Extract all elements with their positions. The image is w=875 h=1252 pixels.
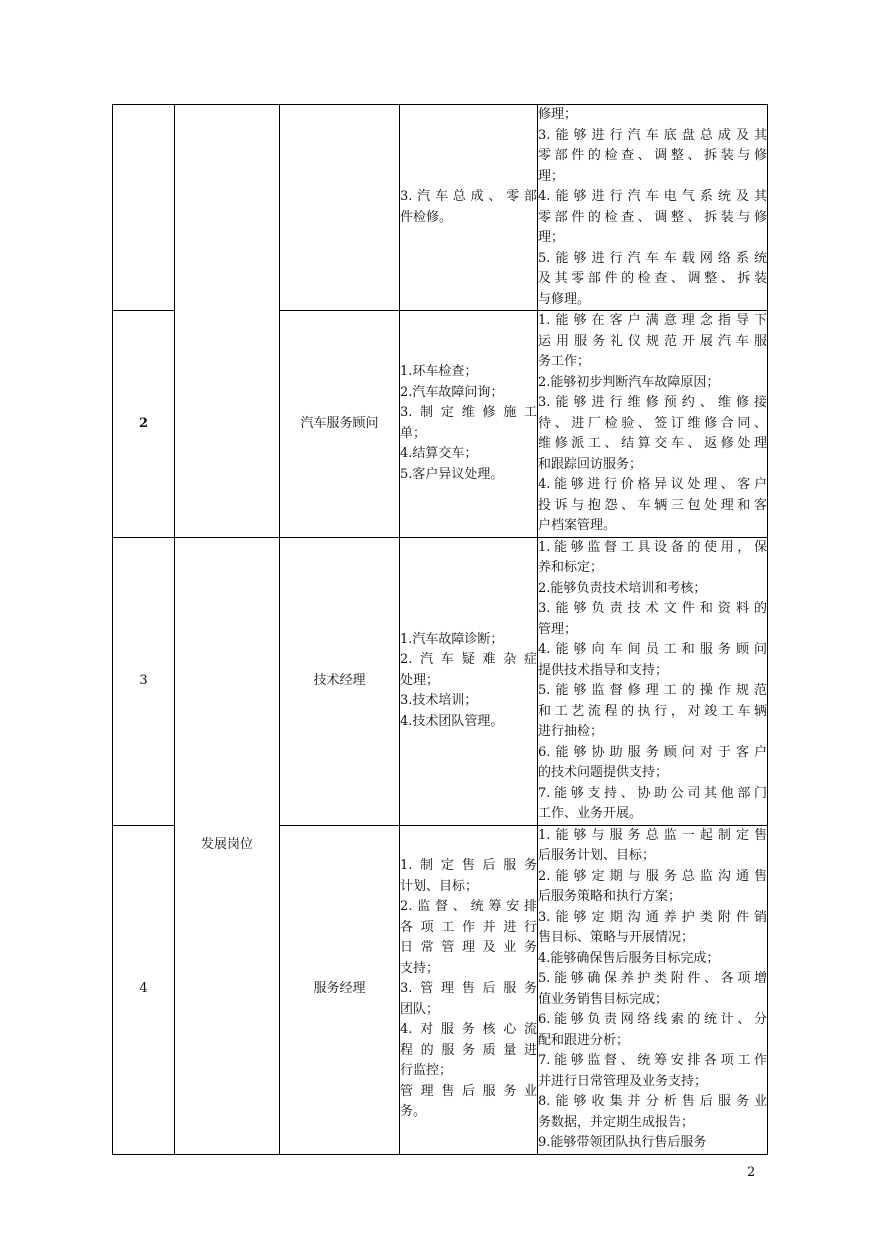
cell-line: 1.能够在客户满意理念指导下 (538, 313, 767, 328)
position-cell (280, 105, 400, 311)
cell-line: 提供技术指导和支持； (538, 662, 669, 678)
cell-line: 团队； (400, 1001, 440, 1017)
tasks-cell (400, 311, 538, 538)
row-number-cell: 2 (113, 311, 175, 538)
cell-line: 进行抽检； (538, 724, 604, 739)
cell-line: 3.制定维修施工 (400, 405, 537, 421)
cell-line: 工作、业务开展。 (538, 806, 643, 821)
cell-line: 程的服务质量进 (400, 1042, 537, 1058)
cell-line: 5.客户异议处理。 (400, 466, 504, 482)
position-cell: 汽车服务顾问 (280, 311, 400, 538)
cell-line: 件检修。 (400, 209, 453, 225)
cell-line: 4.能够确保售后服务目标完成； (538, 950, 720, 966)
cell-line: 务数据，并定期生成报告； (538, 1114, 695, 1130)
cell-line: 4.能够进行价格异议处理、客户 (538, 477, 767, 492)
cell-line: 待、进厂检验、签订维修合同、 (538, 415, 767, 431)
cell-line: 4.对服务核心流 (400, 1022, 537, 1038)
row-number-cell: 3 (113, 537, 175, 825)
cell-line: 3.管理售后服务 (400, 981, 537, 997)
cell-line: 务。 (400, 1104, 427, 1120)
cell-line: 4.技术团队管理。 (400, 713, 504, 729)
cell-line: 零部件的检查、调整、拆装与修 (538, 209, 767, 225)
cell-line: 1.汽车故障诊断； (400, 631, 504, 647)
cell-line: 和跟踪回访服务； (538, 456, 643, 472)
cell-line: 日常管理及业务 (400, 940, 537, 956)
cell-line: 1.制定售后服务 (400, 858, 537, 874)
cell-line: 修理； (538, 107, 578, 122)
row-number-cell (113, 105, 175, 311)
abilities-cell (538, 537, 768, 825)
cell-line: 值业务销售目标完成； (538, 991, 669, 1007)
cell-line: 1.能够监督工具设备的使用，保 (538, 539, 767, 555)
cell-line: 8.能够收集并分析售后服务业 (538, 1094, 767, 1109)
cell-line: 养和标定； (538, 560, 604, 575)
cell-line: 3.能够负责技术文件和资料的 (538, 601, 767, 616)
cell-line: 7.能够支持、协助公司其他部门 (538, 785, 767, 801)
abilities-cell (538, 105, 768, 311)
table-row (113, 537, 768, 825)
row-number-cell: 4 (113, 825, 175, 1154)
position-cell: 技术经理 (280, 537, 400, 825)
job-table (112, 104, 768, 1155)
cell-line: 2.汽车故障问询； (400, 384, 504, 400)
cell-line: 维修派工、结算交车、返修处理 (538, 436, 767, 451)
cell-line: 零部件的检查、调整、拆装与修 (538, 148, 767, 163)
tasks-cell (400, 825, 538, 1154)
cell-line: 行监控； (400, 1063, 453, 1079)
cell-line: 6.能够协助服务顾问对于客户 (538, 744, 767, 760)
cell-line: 理； (538, 168, 565, 184)
position-cell: 服务经理 (280, 825, 400, 1154)
cell-line: 处理； (400, 672, 440, 688)
cell-line: 2.能够初步判断汽车故障原因； (538, 374, 720, 390)
cell-line: 配和跟进分析； (538, 1032, 630, 1048)
cell-line: 售目标、策略与开展情况； (538, 930, 695, 945)
cell-line: 后服务策略和执行方案； (538, 889, 682, 904)
cell-line: 3.汽车总成、零部 (400, 189, 537, 204)
cell-line: 的技术问题提供支持； (538, 765, 669, 780)
cell-line: 2.能够负责技术培训和考核； (538, 580, 707, 596)
cell-line: 5.能够监督修理工的操作规范 (538, 683, 767, 698)
cell-line: 1.能够与服务总监一起制定售 (538, 827, 767, 843)
cell-line: 运用服务礼仪规范开展汽车服 (538, 333, 767, 349)
cell-line: 1.环车检查； (400, 364, 478, 380)
abilities-cell (538, 311, 768, 538)
category-cell (175, 105, 280, 538)
tasks-cell (400, 537, 538, 825)
tasks-cell (400, 105, 538, 311)
cell-line: 5.能够进行汽车车载网络系统 (538, 250, 767, 266)
abilities-cell (538, 825, 768, 1154)
cell-line: 4.结算交车； (400, 446, 478, 462)
cell-line: 理； (538, 230, 565, 245)
cell-line: 3.能够进行汽车底盘总成及其 (538, 127, 767, 143)
cell-line: 与修理。 (538, 291, 591, 307)
cell-line: 4.能够进行汽车电气系统及其 (538, 189, 767, 204)
cell-line: 管理售后服务业 (400, 1083, 537, 1099)
cell-line: 2.能够定期与服务总监沟通售 (538, 868, 767, 884)
cell-line: 单； (400, 425, 427, 441)
cell-line: 7.能够监督、统筹安排各项工作 (538, 1053, 767, 1068)
cell-line: 管理； (538, 621, 578, 637)
cell-line: 2.监督、统筹安排 (400, 899, 537, 915)
page-number: 2 (747, 1165, 756, 1180)
cell-line: 务工作； (538, 354, 591, 369)
cell-line: 3.技术培训； (400, 693, 478, 709)
cell-line: 和工艺流程的执行，对竣工车辆 (538, 703, 767, 719)
cell-line: 5.能够确保养护类附件、各项增 (538, 971, 767, 986)
cell-line: 计划、目标； (400, 878, 479, 894)
cell-line: 2.汽车疑难杂症 (400, 652, 537, 668)
cell-line: 及其零部件的检查、调整、拆装 (538, 271, 767, 286)
cell-line: 并进行日常管理及业务支持； (538, 1073, 708, 1089)
table-row (113, 105, 768, 311)
cell-line: 3.能够进行维修预约、维修接 (538, 395, 767, 410)
cell-line: 各项工作并进行 (400, 919, 537, 935)
cell-line: 9.能够带领团队执行售后服务 (538, 1135, 707, 1150)
cell-line: 6.能够负责网络线索的统计、分 (538, 1012, 767, 1027)
cell-line: 4.能够向车间员工和服务顾问 (538, 642, 767, 657)
category-cell: 发展岗位 (175, 537, 280, 1154)
cell-line: 3.能够定期沟通养护类附件销 (538, 909, 767, 925)
cell-line: 户档案管理。 (538, 518, 617, 533)
cell-line: 支持； (400, 960, 440, 976)
cell-line: 投诉与抱怨、车辆三包处理和客 (538, 497, 767, 513)
cell-line: 后服务计划、目标； (538, 848, 656, 863)
